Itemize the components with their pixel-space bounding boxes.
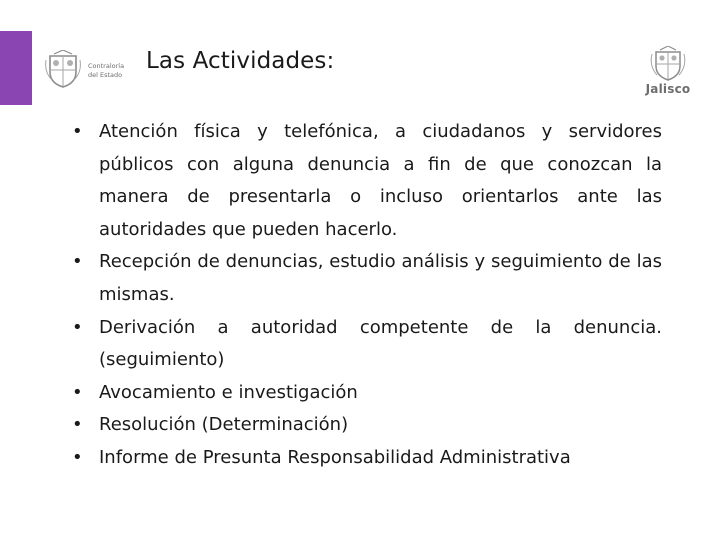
jalisco-logo (636, 46, 700, 106)
list-item (72, 246, 662, 311)
bullet-icon: • (72, 251, 83, 273)
accent-bar (0, 31, 32, 105)
list-item-text: Derivación a autoridad competente de la denuncia. (seguimiento) (99, 316, 662, 371)
bullet-icon: • (72, 381, 83, 403)
list-item (72, 442, 662, 475)
list-item (72, 377, 662, 410)
coat-of-arms-icon (44, 50, 136, 90)
list-item (72, 312, 662, 377)
jalisco-wordmark: Jalisco (645, 82, 691, 96)
bullet-icon: • (72, 446, 83, 468)
jalisco-crest-icon (636, 46, 700, 82)
list-item-text: Avocamiento e investigación (99, 381, 358, 403)
bullet-icon: • (72, 414, 83, 436)
slide-title: Las Actividades: (146, 48, 335, 74)
contraloria-logo (44, 50, 136, 90)
list-item-text: Recepción de denuncias, estudio análisis y seguimiento de las mismas. (99, 251, 662, 305)
list-item-text: Atención física y telefónica, a ciudadanos y servidores públicos con alguna denuncia a fin de que conozcan la manera de presentarla o incluso orientarlos ante las autoridades que pueden hacerlo. (99, 121, 662, 240)
list-item (72, 409, 662, 442)
bullet-icon: • (72, 121, 83, 142)
activities-list (72, 116, 662, 475)
list-item-text: Resolución (Determinación) (99, 414, 349, 436)
bullet-icon: • (72, 316, 83, 338)
list-item-text: Informe de Presunta Responsabilidad Administrativa (99, 446, 571, 468)
list-item (72, 116, 662, 246)
logo-left-line1: Contraloría (88, 62, 125, 70)
logo-left-line2: del Estado (88, 71, 123, 79)
